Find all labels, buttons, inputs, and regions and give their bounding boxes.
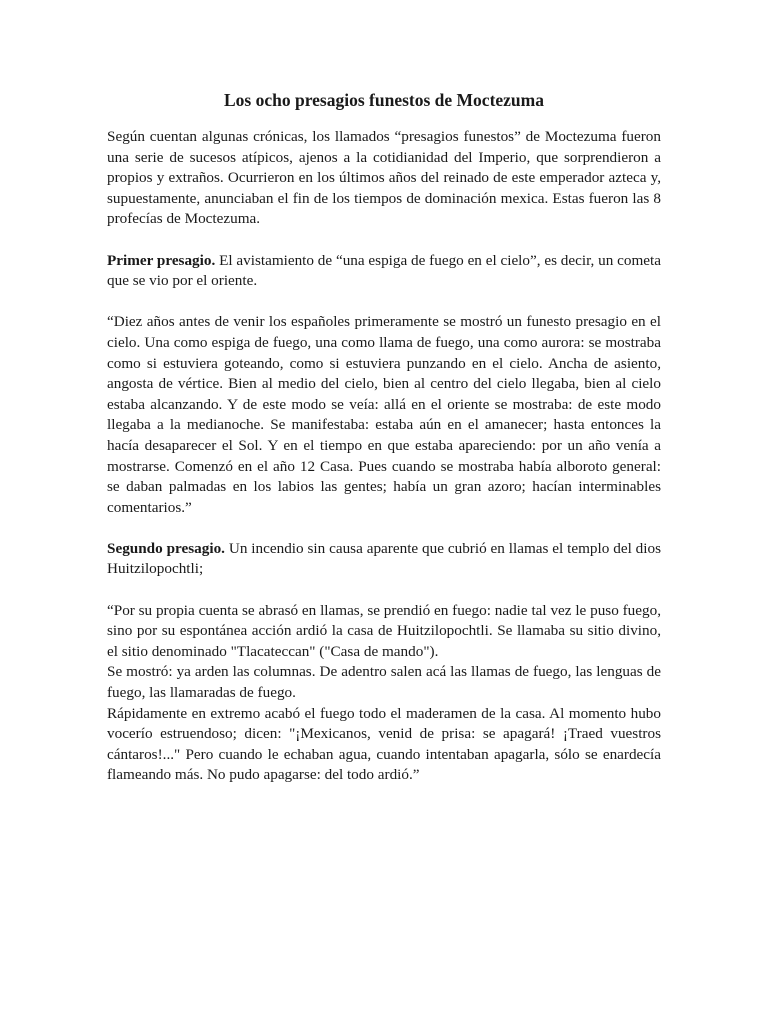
quote-2-paragraph-2: Se mostró: ya arden las columnas. De adentro salen acá las llamas de fuego, las lenguas de fuego, las llamaradas de fuego. bbox=[107, 663, 661, 702]
omen-1-paragraph bbox=[107, 251, 661, 292]
quote-2-paragraph-3: Rápidamente en extremo acabó el fuego todo el maderamen de la casa. Al momento hubo vocerío estruendoso; dicen: "¡Mexicanos, venid de prisa: se apagará! ¡Traed vuestros cántaros!..." Pero cuando le echaban agua, cuando intentaban apagarla, sólo se enardecía flameando más. No pudo apagarse: del todo ardió.” bbox=[107, 704, 661, 784]
omen-2-paragraph bbox=[107, 539, 661, 580]
omen-1-text: El avistamiento de “una espiga de fuego en el cielo”, es decir, un cometa que se vio por el oriente. bbox=[107, 251, 661, 290]
document-page bbox=[107, 88, 661, 786]
quote-1-paragraph: “Diez años antes de venir los españoles primeramente se mostró un funesto presagio en el cielo. Una como espiga de fuego, una como llama de fuego, una como aurora: se mostraba como si estuviera goteando, como si estuviera punzando en el cielo. Ancha de asiento, angosta de vértice. Bien al medio del cielo, bien al centro del cielo llegaba, bien al cielo estaba alcanzando. Y de este modo se veía: allá en el oriente se mostraba: de este modo llegaba a la medianoche. Se manifestaba: estaba aún en el amanecer; hasta entonces la hacía desaparecer el Sol. Y en el tiempo en que estaba apareciendo: por un año venía a mostrarse. Comenzó en el año 12 Casa. Pues cuando se mostraba había alboroto general: se daban palmadas en los labios las gentes; había un gran azoro; hacían interminables comentarios.” bbox=[107, 313, 661, 516]
document-title: Los ocho presagios funestos de Moctezuma bbox=[223, 90, 544, 110]
omen-2-label: Segundo presagio. bbox=[107, 539, 225, 557]
quote-2-paragraph-1: “Por su propia cuenta se abrasó en llamas, se prendió en fuego: nadie tal vez le puso fuego, sino por su espontánea acción ardió la casa de Huitzilopochtli. Se llamaba su sitio divino, el sitio denominado "Tlacateccan" ("Casa de mando"). bbox=[107, 601, 661, 660]
omen-1-label: Primer presagio. bbox=[107, 251, 216, 269]
intro-paragraph: Según cuentan algunas crónicas, los llamados “presagios funestos” de Moctezuma fueron una serie de sucesos atípicos, ajenos a la cotidianidad del Imperio, que sorprendieron a propios y extraños. Ocurrieron en los últimos años del reinado de este emperador azteca y, supuestamente, anunciaban el fin de los tiempos de dominación mexica. Estas fueron las 8 profecías de Moctezuma. bbox=[107, 128, 661, 228]
omen-2-text: Un incendio sin causa aparente que cubrió en llamas el templo del dios Huitzilopochtli; bbox=[107, 539, 661, 578]
